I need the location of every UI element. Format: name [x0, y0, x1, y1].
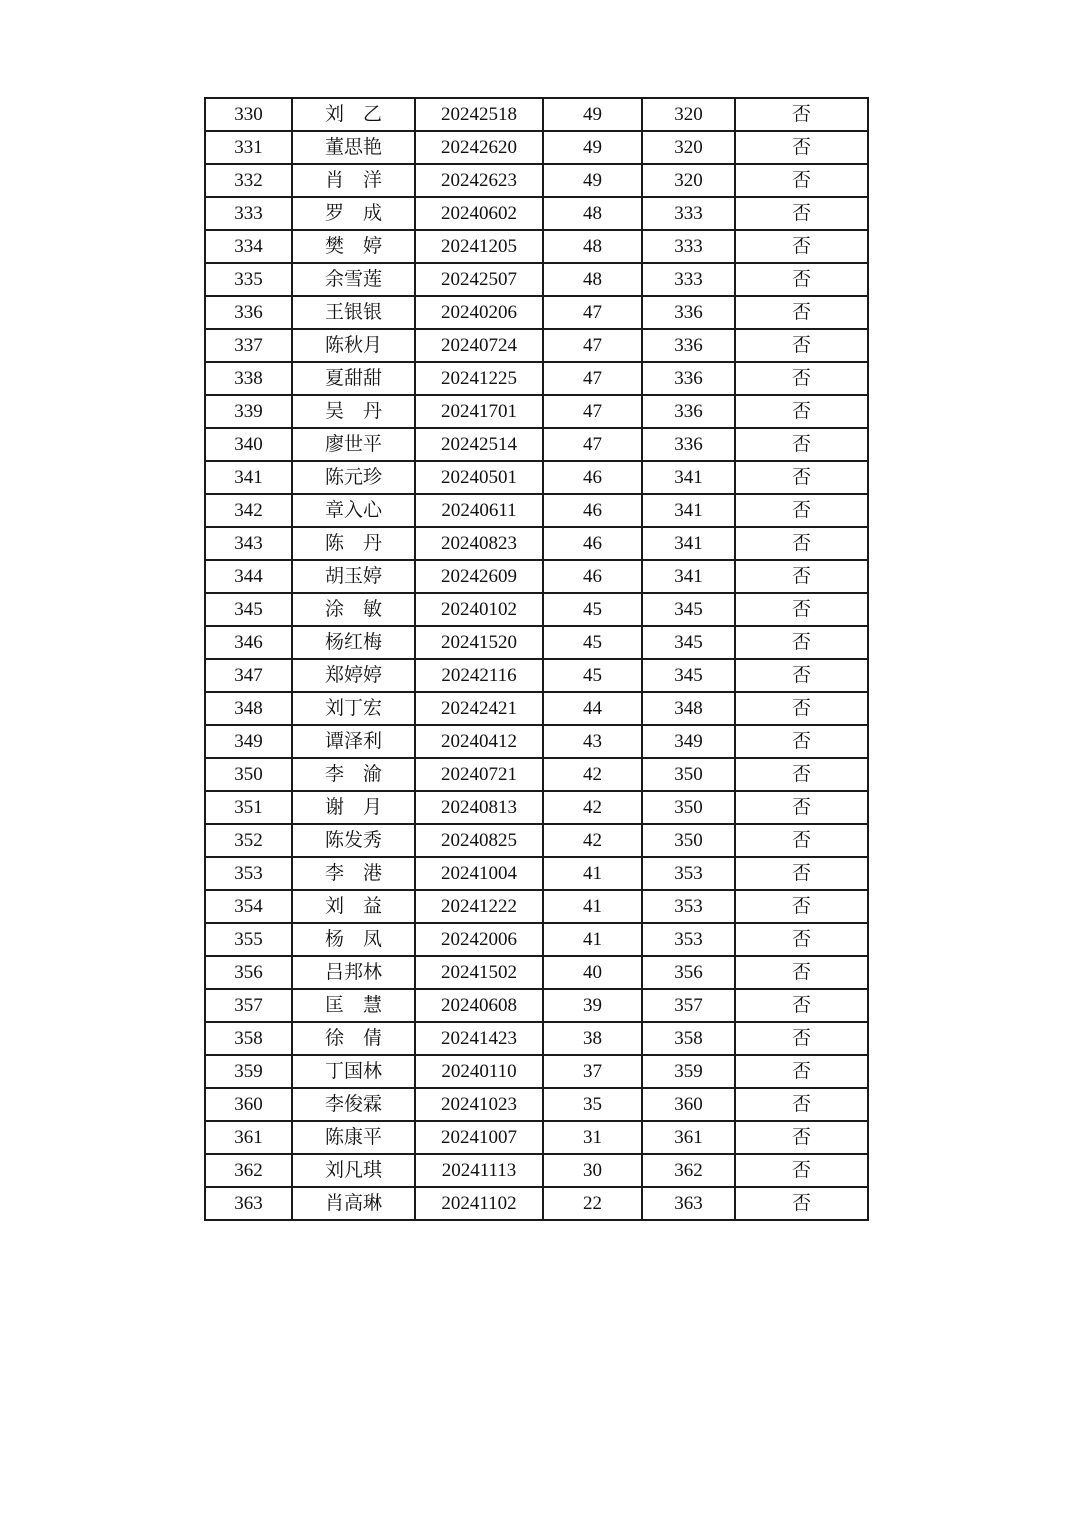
score-cell: 48 [543, 263, 642, 296]
name-cell: 郑婷婷 [292, 659, 415, 692]
name-cell: 谭泽利 [292, 725, 415, 758]
status-cell: 否 [735, 296, 868, 329]
row-number-cell: 342 [205, 494, 292, 527]
status-cell: 否 [735, 857, 868, 890]
name-cell: 王银银 [292, 296, 415, 329]
exam-id-cell: 20242514 [415, 428, 543, 461]
name-cell: 陈 丹 [292, 527, 415, 560]
name-cell: 陈康平 [292, 1121, 415, 1154]
table-row [205, 659, 868, 692]
exam-id-cell: 20240602 [415, 197, 543, 230]
exam-id-cell: 20241007 [415, 1121, 543, 1154]
table-row [205, 98, 868, 131]
row-number-cell: 353 [205, 857, 292, 890]
name-cell: 肖高琳 [292, 1187, 415, 1220]
name-cell: 杨 凤 [292, 923, 415, 956]
score-cell: 48 [543, 230, 642, 263]
name-cell: 樊 婷 [292, 230, 415, 263]
row-number-cell: 350 [205, 758, 292, 791]
row-number-cell: 362 [205, 1154, 292, 1187]
results-table [204, 97, 869, 1221]
score-cell: 43 [543, 725, 642, 758]
score-cell: 46 [543, 527, 642, 560]
table-row [205, 1121, 868, 1154]
row-number-cell: 331 [205, 131, 292, 164]
exam-id-cell: 20241225 [415, 362, 543, 395]
row-number-cell: 343 [205, 527, 292, 560]
exam-id-cell: 20240813 [415, 791, 543, 824]
row-number-cell: 332 [205, 164, 292, 197]
score-cell: 47 [543, 395, 642, 428]
score-cell: 39 [543, 989, 642, 1022]
rank-cell: 336 [642, 296, 735, 329]
exam-id-cell: 20241701 [415, 395, 543, 428]
status-cell: 否 [735, 527, 868, 560]
name-cell: 李 渝 [292, 758, 415, 791]
status-cell: 否 [735, 461, 868, 494]
name-cell: 余雪莲 [292, 263, 415, 296]
name-cell: 吕邦林 [292, 956, 415, 989]
rank-cell: 361 [642, 1121, 735, 1154]
table-row [205, 593, 868, 626]
status-cell: 否 [735, 758, 868, 791]
score-cell: 37 [543, 1055, 642, 1088]
status-cell: 否 [735, 263, 868, 296]
score-cell: 49 [543, 164, 642, 197]
name-cell: 刘 乙 [292, 98, 415, 131]
table-row [205, 1022, 868, 1055]
score-cell: 44 [543, 692, 642, 725]
row-number-cell: 337 [205, 329, 292, 362]
score-cell: 22 [543, 1187, 642, 1220]
exam-id-cell: 20241004 [415, 857, 543, 890]
table-row [205, 758, 868, 791]
status-cell: 否 [735, 692, 868, 725]
status-cell: 否 [735, 197, 868, 230]
rank-cell: 350 [642, 791, 735, 824]
row-number-cell: 351 [205, 791, 292, 824]
rank-cell: 345 [642, 626, 735, 659]
rank-cell: 358 [642, 1022, 735, 1055]
table-row [205, 131, 868, 164]
table-row [205, 1055, 868, 1088]
exam-id-cell: 20242623 [415, 164, 543, 197]
name-cell: 罗 成 [292, 197, 415, 230]
score-cell: 42 [543, 791, 642, 824]
status-cell: 否 [735, 164, 868, 197]
table-row [205, 890, 868, 923]
name-cell: 董思艳 [292, 131, 415, 164]
row-number-cell: 345 [205, 593, 292, 626]
rank-cell: 353 [642, 890, 735, 923]
rank-cell: 333 [642, 197, 735, 230]
table-row [205, 197, 868, 230]
row-number-cell: 352 [205, 824, 292, 857]
status-cell: 否 [735, 362, 868, 395]
score-cell: 35 [543, 1088, 642, 1121]
row-number-cell: 361 [205, 1121, 292, 1154]
rank-cell: 345 [642, 593, 735, 626]
name-cell: 陈发秀 [292, 824, 415, 857]
name-cell: 丁国林 [292, 1055, 415, 1088]
table-row [205, 362, 868, 395]
score-cell: 38 [543, 1022, 642, 1055]
status-cell: 否 [735, 1022, 868, 1055]
exam-id-cell: 20240110 [415, 1055, 543, 1088]
table-row [205, 956, 868, 989]
status-cell: 否 [735, 428, 868, 461]
exam-id-cell: 20242421 [415, 692, 543, 725]
status-cell: 否 [735, 626, 868, 659]
name-cell: 涂 敏 [292, 593, 415, 626]
name-cell: 杨红梅 [292, 626, 415, 659]
name-cell: 夏甜甜 [292, 362, 415, 395]
score-cell: 45 [543, 626, 642, 659]
status-cell: 否 [735, 1055, 868, 1088]
score-cell: 31 [543, 1121, 642, 1154]
status-cell: 否 [735, 329, 868, 362]
name-cell: 徐 倩 [292, 1022, 415, 1055]
rank-cell: 350 [642, 758, 735, 791]
exam-id-cell: 20240721 [415, 758, 543, 791]
score-cell: 46 [543, 560, 642, 593]
table-row [205, 395, 868, 428]
row-number-cell: 354 [205, 890, 292, 923]
rank-cell: 350 [642, 824, 735, 857]
row-number-cell: 363 [205, 1187, 292, 1220]
score-cell: 40 [543, 956, 642, 989]
rank-cell: 333 [642, 263, 735, 296]
table-row [205, 164, 868, 197]
rank-cell: 363 [642, 1187, 735, 1220]
exam-id-cell: 20240501 [415, 461, 543, 494]
score-cell: 47 [543, 296, 642, 329]
rank-cell: 356 [642, 956, 735, 989]
row-number-cell: 347 [205, 659, 292, 692]
score-cell: 41 [543, 857, 642, 890]
score-cell: 46 [543, 461, 642, 494]
score-cell: 30 [543, 1154, 642, 1187]
score-cell: 48 [543, 197, 642, 230]
rank-cell: 336 [642, 428, 735, 461]
name-cell: 陈元珍 [292, 461, 415, 494]
table-row [205, 296, 868, 329]
status-cell: 否 [735, 1121, 868, 1154]
results-table-body [205, 98, 868, 1220]
row-number-cell: 348 [205, 692, 292, 725]
exam-id-cell: 20241023 [415, 1088, 543, 1121]
score-cell: 42 [543, 824, 642, 857]
table-row [205, 923, 868, 956]
rank-cell: 336 [642, 362, 735, 395]
exam-id-cell: 20242518 [415, 98, 543, 131]
status-cell: 否 [735, 98, 868, 131]
score-cell: 47 [543, 329, 642, 362]
status-cell: 否 [735, 395, 868, 428]
rank-cell: 349 [642, 725, 735, 758]
exam-id-cell: 20241222 [415, 890, 543, 923]
score-cell: 47 [543, 428, 642, 461]
name-cell: 肖 洋 [292, 164, 415, 197]
table-row [205, 824, 868, 857]
name-cell: 胡玉婷 [292, 560, 415, 593]
rank-cell: 341 [642, 494, 735, 527]
exam-id-cell: 20242609 [415, 560, 543, 593]
exam-id-cell: 20241205 [415, 230, 543, 263]
status-cell: 否 [735, 791, 868, 824]
exam-id-cell: 20241423 [415, 1022, 543, 1055]
score-cell: 46 [543, 494, 642, 527]
status-cell: 否 [735, 1154, 868, 1187]
score-cell: 45 [543, 659, 642, 692]
row-number-cell: 357 [205, 989, 292, 1022]
status-cell: 否 [735, 1088, 868, 1121]
exam-id-cell: 20242006 [415, 923, 543, 956]
table-row [205, 692, 868, 725]
rank-cell: 362 [642, 1154, 735, 1187]
rank-cell: 345 [642, 659, 735, 692]
exam-id-cell: 20240825 [415, 824, 543, 857]
row-number-cell: 341 [205, 461, 292, 494]
row-number-cell: 339 [205, 395, 292, 428]
status-cell: 否 [735, 593, 868, 626]
status-cell: 否 [735, 1187, 868, 1220]
rank-cell: 333 [642, 230, 735, 263]
exam-id-cell: 20240608 [415, 989, 543, 1022]
rank-cell: 336 [642, 329, 735, 362]
table-row [205, 560, 868, 593]
row-number-cell: 359 [205, 1055, 292, 1088]
score-cell: 41 [543, 890, 642, 923]
table-row [205, 428, 868, 461]
table-row [205, 857, 868, 890]
row-number-cell: 360 [205, 1088, 292, 1121]
table-row [205, 725, 868, 758]
exam-id-cell: 20241102 [415, 1187, 543, 1220]
name-cell: 吴 丹 [292, 395, 415, 428]
table-row [205, 461, 868, 494]
name-cell: 刘 益 [292, 890, 415, 923]
exam-id-cell: 20241520 [415, 626, 543, 659]
exam-id-cell: 20242620 [415, 131, 543, 164]
status-cell: 否 [735, 230, 868, 263]
rank-cell: 353 [642, 923, 735, 956]
row-number-cell: 338 [205, 362, 292, 395]
name-cell: 陈秋月 [292, 329, 415, 362]
name-cell: 李俊霖 [292, 1088, 415, 1121]
rank-cell: 353 [642, 857, 735, 890]
row-number-cell: 349 [205, 725, 292, 758]
status-cell: 否 [735, 989, 868, 1022]
score-cell: 49 [543, 98, 642, 131]
table-row [205, 791, 868, 824]
name-cell: 章入心 [292, 494, 415, 527]
status-cell: 否 [735, 560, 868, 593]
rank-cell: 341 [642, 560, 735, 593]
row-number-cell: 355 [205, 923, 292, 956]
score-cell: 47 [543, 362, 642, 395]
table-row [205, 329, 868, 362]
table-row [205, 494, 868, 527]
score-cell: 42 [543, 758, 642, 791]
table-row [205, 989, 868, 1022]
score-cell: 45 [543, 593, 642, 626]
exam-id-cell: 20240102 [415, 593, 543, 626]
row-number-cell: 330 [205, 98, 292, 131]
name-cell: 刘凡琪 [292, 1154, 415, 1187]
status-cell: 否 [735, 494, 868, 527]
row-number-cell: 336 [205, 296, 292, 329]
row-number-cell: 340 [205, 428, 292, 461]
rank-cell: 359 [642, 1055, 735, 1088]
name-cell: 廖世平 [292, 428, 415, 461]
table-row [205, 1187, 868, 1220]
exam-id-cell: 20240611 [415, 494, 543, 527]
exam-id-cell: 20240724 [415, 329, 543, 362]
status-cell: 否 [735, 956, 868, 989]
name-cell: 谢 月 [292, 791, 415, 824]
exam-id-cell: 20242507 [415, 263, 543, 296]
exam-id-cell: 20241502 [415, 956, 543, 989]
exam-id-cell: 20240823 [415, 527, 543, 560]
table-row [205, 230, 868, 263]
name-cell: 李 港 [292, 857, 415, 890]
name-cell: 匡 慧 [292, 989, 415, 1022]
row-number-cell: 358 [205, 1022, 292, 1055]
score-cell: 49 [543, 131, 642, 164]
status-cell: 否 [735, 890, 868, 923]
status-cell: 否 [735, 725, 868, 758]
table-row [205, 527, 868, 560]
exam-id-cell: 20242116 [415, 659, 543, 692]
exam-id-cell: 20241113 [415, 1154, 543, 1187]
row-number-cell: 335 [205, 263, 292, 296]
status-cell: 否 [735, 131, 868, 164]
rank-cell: 320 [642, 98, 735, 131]
rank-cell: 320 [642, 131, 735, 164]
row-number-cell: 356 [205, 956, 292, 989]
table-row [205, 263, 868, 296]
name-cell: 刘丁宏 [292, 692, 415, 725]
rank-cell: 357 [642, 989, 735, 1022]
exam-id-cell: 20240412 [415, 725, 543, 758]
table-row [205, 1154, 868, 1187]
row-number-cell: 344 [205, 560, 292, 593]
exam-id-cell: 20240206 [415, 296, 543, 329]
row-number-cell: 334 [205, 230, 292, 263]
row-number-cell: 333 [205, 197, 292, 230]
table-row [205, 626, 868, 659]
status-cell: 否 [735, 824, 868, 857]
rank-cell: 360 [642, 1088, 735, 1121]
rank-cell: 348 [642, 692, 735, 725]
row-number-cell: 346 [205, 626, 292, 659]
rank-cell: 320 [642, 164, 735, 197]
status-cell: 否 [735, 923, 868, 956]
score-cell: 41 [543, 923, 642, 956]
rank-cell: 341 [642, 527, 735, 560]
rank-cell: 341 [642, 461, 735, 494]
rank-cell: 336 [642, 395, 735, 428]
table-row [205, 1088, 868, 1121]
status-cell: 否 [735, 659, 868, 692]
